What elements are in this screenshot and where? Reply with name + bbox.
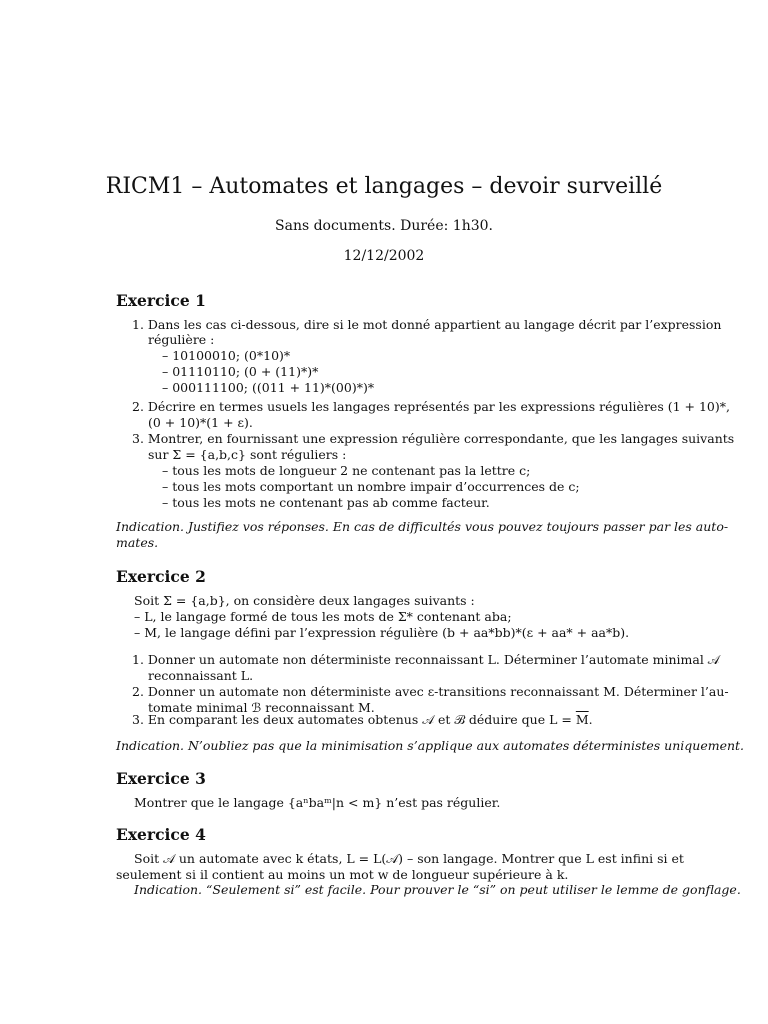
ex1-q3-item: – tous les mots de longueur 2 ne contenant pas la lettre c; — [162, 463, 531, 478]
ex1-q3-item: – tous les mots comportant un nombre impair d’occurrences de c; — [162, 479, 580, 494]
ex1-question-3: 3. Montrer, en fournissant une expression régulière correspondante, que les langages suivants — [132, 431, 735, 446]
page-title: RICM1 – Automates et langages – devoir surveillé — [105, 174, 663, 199]
exam-date: 12/12/2002 — [343, 248, 425, 264]
complement-m: $\overline{M}$ — [575, 712, 589, 727]
exam-subtitle: Sans documents. Durée: 1h30. — [275, 218, 493, 234]
ex1-q1-item: – 10100010; (0*10)* — [162, 348, 291, 363]
ex1-hint-cont: mates. — [116, 535, 159, 550]
ex1-question-1: 1. Dans les cas ci-dessous, dire si le mot donné appartient au langage décrit par l’expression — [132, 317, 722, 332]
ex1-q1-item: – 01110110; (0 + (11)*)* — [162, 364, 319, 379]
ex2-intro: Soit Σ = {a,b}, on considère deux langages suivants : — [134, 593, 475, 608]
ex2-question-3 — [132, 712, 593, 728]
ex2-question-2-cont: tomate minimal ℬ reconnaissant M. — [148, 700, 375, 715]
ex2-hint: Indication. N’oubliez pas que la minimisation s’applique aux automates déterministes uniquement. — [116, 738, 745, 753]
ex1-hint: Indication. Justifiez vos réponses. En cas de difficultés vous pouvez toujours passer par les auto- — [116, 519, 729, 534]
ex2-question-1-cont: reconnaissant L. — [148, 668, 254, 683]
ex1-question-2: 2. Décrire en termes usuels les langages représentés par les expressions régulières (1 + 10)*, — [132, 399, 730, 414]
exercise-1-heading: Exercice 1 — [116, 291, 206, 310]
ex2-question-2: 2. Donner un automate non déterministe avec ε-transitions reconnaissant M. Déterminer l’au- — [132, 684, 729, 699]
ex1-q1-item: – 000111100; ((011 + 11)*(00)*)* — [162, 380, 375, 395]
exercise-3-heading: Exercice 3 — [116, 769, 206, 788]
ex1-question-1-cont: régulière : — [148, 332, 215, 347]
ex2-question-1: 1. Donner un automate non déterministe reconnaissant L. Déterminer l’automate minimal 𝒜 — [132, 652, 720, 667]
ex4-text: Soit 𝒜 un automate avec k états, L = L(𝒜) – son langage. Montrer que L est infini si et — [134, 851, 684, 866]
ex1-question-3-cont: sur Σ = {a,b,c} sont réguliers : — [148, 447, 347, 462]
ex4-text-cont: seulement si il contient au moins un mot w de longueur supérieure à k. — [116, 867, 569, 882]
ex2-q3-end: . — [588, 712, 593, 727]
ex4-hint: Indication. “Seulement si” est facile. Pour prouver le “si” on peut utiliser le lemme de gonflage. — [134, 882, 741, 897]
ex1-q3-item: – tous les mots ne contenant pas ab comme facteur. — [162, 495, 490, 510]
ex2-language-m: – M, le langage défini par l’expression régulière (b + aa*bb)*(ε + aa* + aa*b). — [134, 625, 630, 640]
exercise-2-heading: Exercice 2 — [116, 567, 206, 586]
exercise-4-heading: Exercice 4 — [116, 825, 206, 844]
ex2-q3-text: 3. En comparant les deux automates obtenus 𝒜 et ℬ déduire que L = — [132, 712, 576, 727]
ex2-language-l: – L, le langage formé de tous les mots de Σ* contenant aba; — [134, 609, 512, 624]
ex1-question-2-cont: (0 + 10)*(1 + ε). — [148, 415, 253, 430]
ex3-text: Montrer que le langage {aⁿbaᵐ|n < m} n’est pas régulier. — [134, 795, 501, 810]
